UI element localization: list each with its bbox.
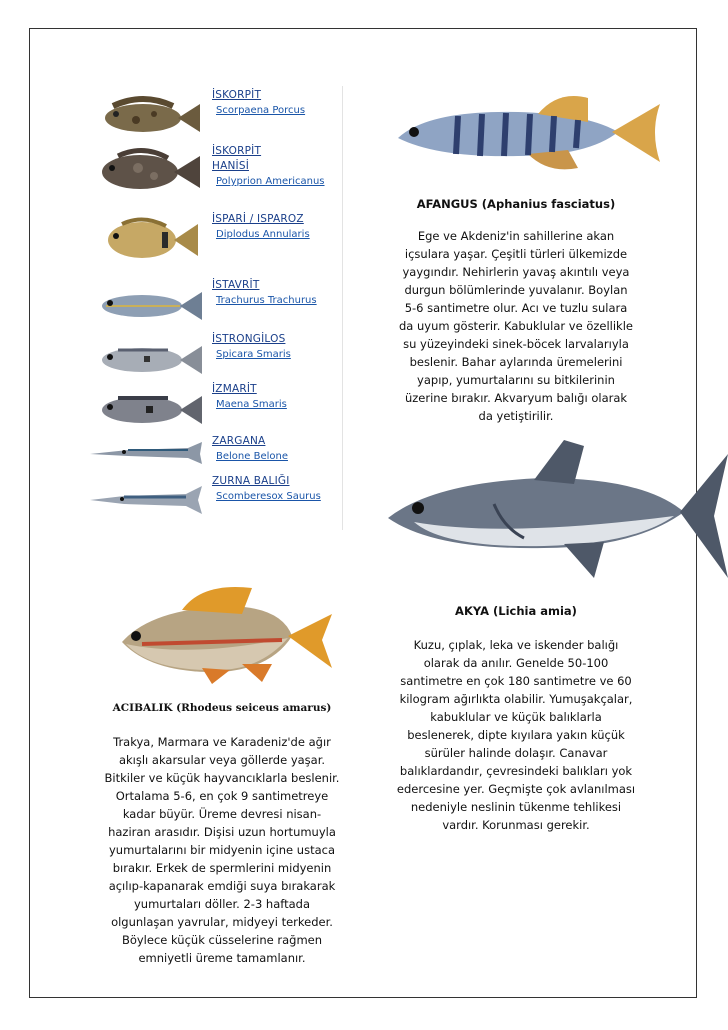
table-row <box>85 210 345 276</box>
fish-label-cell <box>209 432 343 472</box>
saury-image <box>85 472 209 528</box>
fish-label-cell <box>209 472 343 530</box>
afangus-title: AFANGUS (Aphanius fasciatus) <box>416 197 616 211</box>
fish-name-link[interactable]: İSTAVRİT <box>212 279 260 291</box>
fish-name-link[interactable]: İZMARİT <box>212 383 257 395</box>
horse-mackerel-image <box>85 276 209 332</box>
fish-scientific-name[interactable]: Belone Belone <box>216 451 288 462</box>
acibalik-image <box>112 584 336 684</box>
picarel-image <box>85 330 209 386</box>
table-row <box>85 432 345 472</box>
scorpionfish-image <box>85 86 209 142</box>
fish-label-cell <box>209 380 343 432</box>
akya-title: AKYA (Lichia amia) <box>455 604 577 618</box>
fish-label-cell <box>209 330 343 380</box>
fish-name-link[interactable]: ZARGANA <box>212 435 266 447</box>
fish-name-link[interactable]: ZURNA BALIĞI <box>212 475 290 487</box>
fish-label-cell <box>209 210 343 276</box>
table-row <box>85 472 345 530</box>
table-row <box>85 86 345 142</box>
fish-label-cell <box>209 86 343 142</box>
fish-scientific-name[interactable]: Scorpaena Porcus <box>216 105 306 116</box>
akya-image <box>384 438 728 584</box>
akya-description: Kuzu, çıplak, leka ve iskender balığı olarak da anılır. Genelde 50-100 santimetre en çok 180 santimetre ve 60 kilogram ağırlıkta olabilir. Yumuşakçalar, kabuklular ve küçük balıklarla beslenerek, dipte kıyılara yakın küçük sürüler halinde dolaşır. Canavar balıklardandır, çevresindeki balıkları yok edercesine yer. Geçmişte çok avlanılması nedeniyle neslinin tükenme tehlikesi vardır. Korunması gerekir. <box>396 638 636 832</box>
afangus-image <box>388 88 664 178</box>
fish-scientific-name[interactable]: Scomberesox Saurus <box>216 491 321 502</box>
fish-name-link[interactable]: İSKORPİT <box>212 89 262 101</box>
fish-scientific-name[interactable]: Trachurus Trachurus <box>216 295 317 306</box>
fish-scientific-name[interactable]: Diplodus Annularis <box>216 229 310 240</box>
fish-label-cell <box>209 142 343 210</box>
table-row <box>85 380 345 432</box>
fish-scientific-name[interactable]: Polyprion Americanus <box>216 176 325 187</box>
acibalik-description: Trakya, Marmara ve Karadeniz'de ağır akışlı akarsular veya göllerde yaşar. Bitkiler ve küçük hayvancıklarla beslenir. Ortalama 5-6, en çok 9 santimetreye kadar büyür. Üreme devresi nisan- haziran arasıdır. Dişisi uzun hortumuyla yumurtalarını bir midyenin içine ustaca bırakır. Erkek de spermlerini midyenin açılıp-kapanarak emdiği suya bırakarak yumurtaları döller. 2-3 haftada olgunlaşan yavrular, midyeyi terkeder. Böylece küçük cüsselerine rağmen emniyetli üreme tamamlanır. <box>104 735 340 965</box>
fish-table <box>85 86 345 530</box>
table-row <box>85 142 345 210</box>
fish-name-link[interactable]: İSPARİ / ISPAROZ <box>212 213 304 225</box>
table-row <box>85 276 345 330</box>
afangus-description: Ege ve Akdeniz'in sahillerine akan içsulara yaşar. Çeşitli türleri ülkemizde yaygındır. Nehirlerin yavaş akıntılı veya durgun bölümlerinde yuvalanır. Boylan 5-6 santimetre olur. Acı ve tuzlu sulara da uyum gösterir. Kabuklular ve özellikle su yüzeyindeki sinek-böcek larvalarıyla beslenir. Bahar aylarında üremelerini yapıp, yumurtalarını su bitkilerinin üzerine bırakır. Akvaryum balığı olarak da yetiştirilir. <box>398 229 633 423</box>
fish-name-link[interactable]: İSTRONGİLOS <box>212 333 286 345</box>
seabream-image <box>85 210 209 266</box>
fish-scientific-name[interactable]: Maena Smaris <box>216 399 287 410</box>
fish-name-link[interactable]: İSKORPİT HANİSİ <box>212 145 262 172</box>
wreckfish-image <box>85 142 209 198</box>
garfish-image <box>85 432 209 472</box>
fish-scientific-name[interactable]: Spicara Smaris <box>216 349 291 360</box>
fish-label-cell <box>209 276 343 330</box>
acibalik-title: ACIBALIK (Rhodeus seiceus amarus) <box>112 702 332 714</box>
table-row <box>85 330 345 380</box>
